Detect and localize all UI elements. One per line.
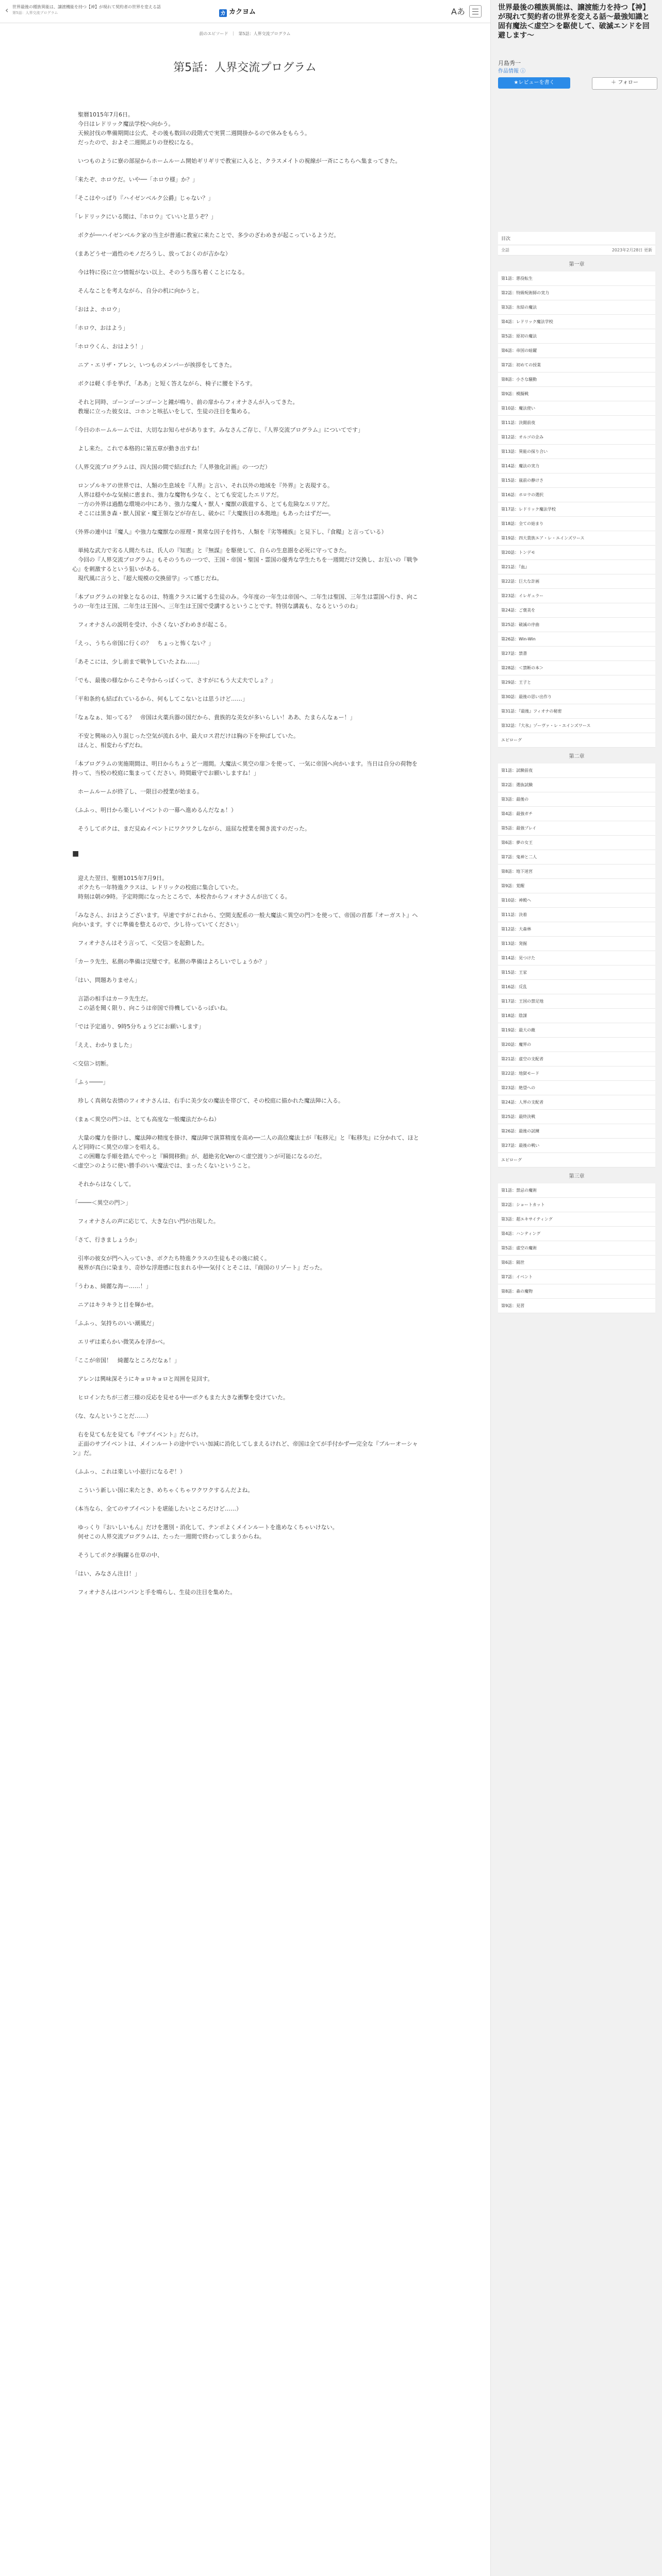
toc-episode-link[interactable]: 第8話：地下迷宮 [498,865,655,879]
paragraph [72,796,423,806]
toc-epilogue-link[interactable]: エピローグ [498,1153,655,1167]
paragraph [72,1124,423,1133]
paragraph [72,1384,423,1393]
paragraph [72,416,423,426]
paragraph: そうしてボクが胸躍る仕草の中、 [72,1552,163,1558]
toc-episode-link[interactable]: 第21話：虚空の支配者 [498,1052,655,1066]
prev-episode-link[interactable]: 前のエピソード [199,31,228,36]
current-episode-label: 第5話：人界交流プログラム [238,31,291,36]
paragraph [72,648,423,657]
toc-episode-link[interactable]: 第17話：レドリック魔法学校 [498,502,655,517]
paragraph: 今回の『人界交流プログラム』もそのうちの一つで、王国・帝国・聖国・霊国の優秀な学生たちを一週間だけ交換し、お互いの『戦争心』を刺激するという狙いがある。 [72,556,418,572]
toc-episode-link[interactable]: 第24話：人界の支配者 [498,1095,655,1110]
paragraph: 聖暦1015年7月6日。 [72,111,134,118]
paragraph [72,902,423,911]
paragraph: 何せこの人界交流プログラムは、たった一週間で終わってしまうからね。 [72,1533,265,1540]
paragraph: だったので、およそ二週間ぶりの登校になる。 [72,139,197,146]
paragraph: 教壇に立った彼女は、コホンと咳払いをして、生徒の注目を集める。 [72,408,254,415]
paragraph [72,667,423,676]
toc-episode-link[interactable]: 第30話：最後の思い出作り [498,690,655,704]
toc-episode-link[interactable]: 第26話：Win-Win [498,632,655,647]
paragraph: 「さて、行きましょうか」 [72,1236,140,1243]
toc-episode-link[interactable]: 第16話：反乱 [498,980,655,994]
toc-episode-link[interactable]: 第12話：大森林 [498,922,655,937]
paragraph [72,929,423,939]
paragraph [72,296,423,305]
paragraph [72,1514,423,1523]
paragraph: 「カーラ先生、私側の準備は完璧です。私側の準備はよろしいでしょうか？」 [72,958,271,965]
paragraph: 「本プログラムの実施期間は、明日からちょうど一週間。大魔法＜異空の扉＞を使って、一気に帝国へ向かいます。当日は自分の荷物を持って、当校の校庭に集まってください。時間厳守でお願いしますね！」 [72,760,418,776]
toc-episode-link[interactable]: 第5話：原初の魔法 [498,329,655,344]
paragraph: 「────＜異空の門＞」 [72,1199,131,1206]
paragraph [72,722,423,732]
toc-episode-link[interactable]: 第11話：決闘前夜 [498,416,655,430]
toc-episode-link[interactable]: 第22話：巨大な計画 [498,574,655,589]
menu-icon[interactable] [469,5,482,18]
logo-text: カクヨム [229,8,256,16]
follow-button[interactable]: ＋ フォロー [592,77,657,90]
paragraph [72,166,423,175]
paragraph: 「本プログラムの対象となるのは、特進クラスに属する生徒のみ。今年度の一年生は帝国へ、二年生は聖国、三年生は霊国へ行き、向こうの一年生は王国、二年生は王国へ、三年生は王国で受講するということです。特別な講義も、なるというのね」 [72,594,418,609]
toc-episode-link[interactable]: 第12話：オルゴの企み [498,430,655,445]
paragraph: 今は特に役に立つ情報がない以上、そのうち落ち着くことになる。 [72,269,248,276]
write-review-button[interactable]: ★レビューを書く [498,77,570,89]
paragraph [72,351,423,361]
paragraph: この話を聞く限り、向こうは帝国で待機しているっぽいね。 [72,1005,231,1011]
toc-episode-link[interactable]: 第7話：初めての授業 [498,358,655,372]
paragraph: 「なぁなぁ、知ってる？ 帝国は火薬兵器の国だから、貴族的な美女が多いらしい！ああ、たまらんなぁー！」 [72,714,356,721]
paragraph: （ふふっ、明日から楽しいイベントの一幕へ進めるんだなぁ！） [72,807,237,814]
paragraph: 「でも、最後の様なからこそ今からっぽくって、さすがにもう大丈夫でしょ？」 [72,677,276,684]
paragraph [72,259,423,268]
toc-episode-link[interactable]: 第16話：ホロウの選択 [498,488,655,502]
paragraph [72,1171,423,1180]
paragraph [72,750,423,759]
toc-episode-link[interactable]: 第2話：特級呪術師の実力 [498,286,655,300]
toc-episode-link[interactable]: 第19話：四大貴族エア・レ・エインズワース [498,531,655,546]
toc-episode-link[interactable]: 第7話：イベント [498,1270,655,1284]
paragraph [72,1310,423,1319]
toc-episode-link[interactable]: 第1話：試験前夜 [498,764,655,778]
toc-episode-link[interactable]: 第1話：禁忌の魔術 [498,1183,655,1198]
paragraph: 珍しく真剣な表情のフィオナさんは、右手に美少女の魔法を帯びて、その校庭に描かれた魔法陣に入る。 [72,1097,344,1104]
toc-episode-link[interactable]: 第2話：選抜試験 [498,778,655,792]
breadcrumb: 前のエピソード ｜ 第5話：人界交流プログラム [199,31,291,36]
paragraph: 現代風に言うと、『超大規模の交換留学』って感じだね。 [72,575,223,582]
paragraph: アレンは興味深そうにキョロキョロと周囲を見回す。 [72,1376,213,1382]
paragraph: 「ホロウくん、おはよう！」 [72,343,146,350]
paragraph [72,704,423,713]
paragraph: フィオナさんの説明を受け、小さくないざわめきが起こる。 [72,621,230,628]
paragraph: 「ふぅ────」 [72,1079,109,1086]
paragraph [72,1245,423,1254]
paragraph: それからはなくして。 [72,1181,135,1188]
paragraph [72,1031,423,1041]
toc-epilogue-link[interactable]: エピローグ [498,733,655,748]
paragraph [72,147,423,157]
paragraph: 正面のサブイベントは、メインルートの途中でいい加減に消化してしまえるけれど、帝国は全てが手付かず──完全な『ブルーオーシャン』だ。 [72,1440,418,1456]
toc-episode-link[interactable]: 第15話：王家 [498,965,655,980]
logo-icon: カ [220,10,226,16]
toc-episode-link[interactable]: 第9話：覚醒 [498,879,655,893]
episode-title: 第5話：人界交流プログラム [173,61,317,74]
toc-episode-link[interactable]: 第25話：破滅の序曲 [498,618,655,632]
paragraph: （人界交流プログラムは、四大国の間で結ばれた『人界強化計画』の一つだ） [72,464,271,470]
paragraph: 「はい、問題ありません」 [72,977,140,984]
toc-episode-link[interactable]: 第23話：イレギュラー [498,589,655,603]
paragraph: 人界は穏やかな気候に恵まれ、強力な魔物も少なく、とても安定したエリアだ。 [72,492,283,498]
toc-episode-link[interactable]: 第3話：最後の [498,792,655,807]
paragraph: 右を見ても左を見ても『サブイベント』だらけ。 [72,1431,202,1438]
toc-episode-link[interactable]: 第19話：最大の敵 [498,1023,655,1038]
paragraph [72,240,423,249]
paragraph [72,1421,423,1430]
paragraph [72,948,423,957]
work-info-link[interactable]: 作品情報 ⓘ [498,69,526,74]
toc-episode-link[interactable]: 第11話：決着 [498,908,655,922]
toc-episode-link[interactable]: 第4話：レドリック魔法学校 [498,315,655,329]
paragraph [72,1273,423,1282]
paragraph [72,1106,423,1115]
paragraph [72,583,423,592]
toc-episode-link[interactable]: 第9話：見習 [498,1299,655,1313]
paragraph [72,388,423,398]
paragraph [72,1189,423,1198]
paragraph: 今日はレドリック魔法学校へ向かう。 [72,121,174,127]
paragraph [72,1050,423,1059]
toc-episode-link[interactable]: 第3話：氷結の魔法 [498,300,655,315]
paragraph [72,518,423,528]
paragraph: 「あそこには、少し前まで戦争していたよね……」 [72,658,203,665]
toc-episode-link[interactable]: 第14話：魔法の実力 [498,459,655,473]
paragraph: 不安と興味の入り混じった空気が流れる中、最大ロス君だけは胸の下を伸ばしていた。 [72,733,299,739]
paragraph: よし来た。これで本格的に第五章が動き出すね！ [72,445,203,452]
paragraph [72,985,423,994]
paragraph: ボクたち一年特進クラスは、レドリックの校庭に集合していた。 [72,884,242,891]
paragraph [72,1328,423,1337]
toc-episode-link[interactable]: 第23話：絶望への [498,1081,655,1095]
paragraph: いつものように寮の部屋からホームルーム開始ギリギリで教室に入ると、クラスメイトの視線が一斉にこちらへ集まってきた。 [72,158,401,164]
back-arrow-icon[interactable]: ‹ [5,5,9,15]
paragraph: 「はい、みなさん注目！」 [72,1570,140,1577]
paragraph [72,1365,423,1375]
toc-episode-link[interactable]: 第28話：＜禁断の本＞ [498,661,655,675]
paragraph: 大量の魔力を掛けし、魔法陣の精度を掛け、魔法陣で演算精度を高め──二人の高位魔法士が『転移元』と『転移先』に分かれて、ほとんど同時に＜異空の扉＞を唱える。 [72,1134,419,1150]
paragraph: （外界の連中は『魔人』や強力な魔獣なの原理・異常な因子を持ち、人類を『劣等種族』と見下し、『食糧』と言っている） [72,529,387,535]
toc-meta [498,245,655,256]
toc-episode-link[interactable]: 第26話：最後の試練 [498,1124,655,1139]
paragraph: ゆっくり『おいしいもん』だけを選別・消化して、テンポよくメインルートを進めなくちゃいけない。 [72,1524,338,1531]
toc-heading: 目次 [498,232,655,245]
toc-episode-link[interactable]: 第13話：異能の探り合い [498,445,655,459]
paragraph [72,967,423,976]
paragraph: ホームルームが終了し、一限目の授業が始まる。 [72,788,203,795]
paragraph: （まぁ＜異空の門＞は、とても高度な一般魔法だからね） [72,1116,220,1123]
paragraph [72,685,423,694]
toc-episode-link[interactable]: 第7話：鬼神と二人 [498,850,655,865]
paragraph: 視界が真白に染まり、奇妙な浮遊感に包まれる中──気付くとそこは、『商国のリゾート』だった。 [72,1264,326,1271]
paragraph [72,472,423,481]
toc-episode-link[interactable]: 第17話：王国の禁足地 [498,994,655,1009]
chapter-heading: 第二章 [498,748,655,764]
chapter-heading: 第一章 [498,256,655,272]
toc-episode-link[interactable]: 第21話：『血』 [498,560,655,574]
paragraph [72,184,423,194]
paragraph: 「来たぞ、ホロウだ。いや──「ホロウ様」か？」 [72,176,198,183]
paragraph: ボクは軽く手を挙げ、「ああ」と短く答えながら、椅子に腰を下ろす。 [72,380,256,387]
paragraph: それと同時、ゴーンゴーンゴーンと鐘が鳴り、前の扉からフィオナさんが入ってきた。 [72,399,299,405]
chapter-heading: 第三章 [498,1167,655,1183]
paragraph: こういう新しい国に来たとき、めちゃくちゃワクワクするんだよね。 [72,1487,254,1494]
paragraph: （ふふっ、これは楽しい小旅行になるぞ！） [72,1468,186,1475]
toc-episode-link[interactable]: 第18話：陰謀 [498,1009,655,1023]
toc-episode-link[interactable]: 第13話：発掘 [498,937,655,951]
paragraph: 「ここが帝国！ 綺麗なところだなぁ！」 [72,1357,180,1364]
paragraph [72,435,423,444]
paragraph [72,1291,423,1300]
paragraph [72,1458,423,1467]
paragraph: 一方の外界は過酷な環境の中にあり、強力な魔人・獣人・魔獣の跋扈する、とても危険なエリアだ。 [72,501,333,507]
paragraph: 「レドリックにいる間は、『ホロウ』ていいと思うぞ？」 [72,213,217,220]
toc-episode-link[interactable]: 第10話：神殿へ [498,893,655,908]
toc-episode-link[interactable]: 第6話：帝国の暗躍 [498,344,655,358]
paragraph [72,1560,423,1569]
work-title-link[interactable]: 世界最後の種族異能は、譲渡機能を持つ【神】が現れて契約者の世界を変える話 [12,5,161,9]
section-separator: ■ [72,850,79,858]
toc-episode-link[interactable]: 第15話：嵐前の静けさ [498,473,655,488]
paragraph [72,1495,423,1504]
paragraph: そんなことを考えながら、自分の机に向かうと。 [72,287,203,294]
paragraph: ほんと、相変わらずだね。 [72,742,146,749]
paragraph [72,815,423,824]
paragraph [72,630,423,639]
toc-episode-link[interactable]: 第4話：ハンティング [498,1227,655,1241]
paragraph: 迎えた翌日、聖暦1015年7月9日。 [72,875,168,882]
paragraph: 「ふふっ、気持ちのいい潮風だ」 [72,1320,157,1327]
paragraph: ヒロインたちが三者三様の反応を見せる中──ボクもまた大きな衝撃を受けていた。 [72,1394,289,1401]
paragraph: （まあどうせ一過性のモノだろうし、放っておくのが吉かな） [72,250,231,257]
paragraph: 引率の彼女が門へ入っていき、ボクたち特進クラスの生徒もその後に続く。 [72,1255,271,1262]
paragraph [72,277,423,286]
paragraph [72,1347,423,1356]
paragraph: ニア・エリザ・アレン、いつものメンバーが挨拶をしてきた。 [72,362,236,368]
table-of-contents [498,232,655,1313]
toc-episode-link[interactable]: 第31話：『最後』フィオナの秘密 [498,704,655,719]
toc-episode-link[interactable]: 第32話：『大氷』ゾーヴァ・レ・エインズワース [498,719,655,733]
toc-episode-link[interactable]: 第5話：虚空の魔術 [498,1241,655,1256]
paragraph [72,611,423,620]
paragraph: ＜交信＞切断。 [72,1060,112,1067]
sidebar [490,0,662,2576]
toc-episode-link[interactable]: 第2話：ショートカット [498,1198,655,1212]
toc-updated: 2023年2月28日 更新 [611,248,652,252]
episode-body [72,110,423,1597]
paragraph [72,1208,423,1217]
toc-episode-link[interactable]: 第8話：森の魔物 [498,1284,655,1299]
author-name[interactable]: 月島秀一 [498,60,521,66]
paragraph: 「今日のホームルームでは、大切なお知らせがあります。みなさんご存じ、『人界交流プログラム』についてです」 [72,427,363,433]
paragraph [72,1541,423,1551]
paragraph: ニアはキラキラと目を輝かせ。 [72,1301,157,1308]
paragraph: 言語の相手はカーラ先生だ。 [72,995,152,1002]
paragraph [72,537,423,546]
paragraph: ボクが──ハイゼンベルク家の当主が普通に教室に来たことで、多少のざわめきが起こっているようだ。 [72,232,340,239]
toc-count: 全話 [501,248,509,252]
toc-episode-link[interactable]: 第5話：最強プレイ [498,821,655,836]
site-logo[interactable] [219,6,256,17]
toc-episode-link[interactable]: 第20話：魔界の [498,1038,655,1052]
paragraph: フィオナさんはそう言って、＜交信＞を起動した。 [72,940,208,946]
paragraph: 「ええ、わかりました」 [72,1042,135,1048]
paragraph: 「ホロウ、おはよう」 [72,325,129,331]
paragraph [72,370,423,379]
toc-episode-link[interactable]: 第10話：魔法使い [498,401,655,416]
paragraph: 「えっ、うちら帝国に行くの？ ちょっと怖くない？」 [72,640,214,647]
paragraph: ＜虚空＞のように使い勝手のいい魔法では、まったくないということ。 [72,1162,254,1169]
work-title[interactable]: 世界最後の種族異能は、譲渡能力を持つ【神】が現れて契約者の世界を変える話～最強知識と固有魔法＜虚空＞を駆使して、破滅エンドを回避します～ [498,4,650,40]
paragraph: 「平和条約も結ばれているから、何もしてこないとは思うけど……」 [72,696,248,702]
paragraph: エリザは柔らかい微笑みを浮かべ。 [72,1338,169,1345]
text-settings-button[interactable]: Aあ [451,7,465,16]
paragraph [72,1477,423,1486]
paragraph: フィオナさんはパンパンと手を鳴らし、生徒の注目を集めた。 [72,1589,236,1596]
toc-episode-link[interactable]: 第20話：トンデモ [498,546,655,560]
paragraph [72,778,423,787]
paragraph [72,453,423,463]
paragraph: フィオナさんの声に応じて、大きな白い門が出現した。 [72,1218,219,1225]
paragraph [72,1087,423,1096]
toc-episode-link[interactable]: 第27話：禁書 [498,647,655,661]
paragraph [72,222,423,231]
paragraph [72,333,423,342]
paragraph: この困難な手順を踏んでやっと『瞬間移動』が、超絶劣化Verの＜虚空渡り＞が可能になるのだ。 [72,1153,325,1160]
toc-episode-link[interactable]: 第27話：最後の戦い [498,1139,655,1153]
paragraph: 「みなさん、おはようございます。早速ですがこれから、空間支配系の一般大魔法＜異空の門＞を使って、帝国の首都『オーガスト』へ向かいます。すぐに準備を整えるので、少し待っていてください」 [72,912,418,928]
paragraph [72,203,423,212]
episode-subtitle: 第5話：人界交流プログラム [12,11,58,15]
paragraph: 時刻は朝の9時。予定時間になったところで、本校舎からフィオナさんが出てくる。 [72,893,291,900]
paragraph [72,1402,423,1412]
paragraph: そうしてボクは、まだ見ぬイベントにワクワクしながら、退屈な授業を聞き流すのだった。 [72,825,310,832]
toc-episode-link[interactable]: 第1話：悪役転生 [498,272,655,286]
toc-episode-link[interactable]: 第24話：ご褒美を [498,603,655,618]
paragraph: そこには黒き森・獣人国家・魔王領などが存在し、破かに『大魔族目の本拠地』もあったはずだ──。 [72,510,335,517]
paragraph: （本当なら、全てのサブイベントを堪能したいところだけど……） [72,1505,242,1512]
paragraph [72,1069,423,1078]
paragraph: 天候討伐の準備期間は公式、その後も数回の段階式で実質二週間掛かるので休みをもらう。 [72,130,310,137]
toc-episode-link[interactable]: 第4話：最強ガチ [498,807,655,821]
toc-episode-link[interactable]: 第3話：超エキサイティング [498,1212,655,1227]
toc-episode-link[interactable]: 第29話：王子と [498,675,655,690]
paragraph: 「おはよ、ホロウ」 [72,306,123,313]
paragraph: 「うわぁ、綺麗な海ー……！」 [72,1283,152,1290]
paragraph: （な、なんということだ……） [72,1413,152,1419]
toc-episode-link[interactable]: 第22話：地獄モード [498,1066,655,1081]
paragraph [72,1226,423,1235]
paragraph [72,314,423,324]
toc-episode-link[interactable]: 第8話：小さな騒動 [498,372,655,387]
paragraph: 単純な武力で劣る人間たちは、氏人の『知恵』と『無謀』を駆使して、自らの生息圏を必死に守ってきた。 [72,547,350,554]
paragraph [72,1013,423,1022]
paragraph: ロンゾルキアの世界では、人類の生息域を『人界』と言い、それ以外の地域を『外界』と表現する。 [72,482,333,489]
paragraph [72,1579,423,1588]
toc-episode-link[interactable]: 第18話：全ての始まり [498,517,655,531]
toc-episode-link[interactable]: 第25話：最終決戦 [498,1110,655,1124]
paragraph: 「では予定通り、9時5分ちょうどにお願いします」 [72,1023,204,1030]
toc-episode-link[interactable]: 第6話：夢の女王 [498,836,655,850]
paragraph: 「そこはやっぱり『ハイゼンベルク公爵』じゃない？」 [72,195,214,201]
toc-episode-link[interactable]: 第14話：見つけた [498,951,655,965]
toc-episode-link[interactable]: 第6話：隔世 [498,1256,655,1270]
toc-episode-link[interactable]: 第9話：模擬戦 [498,387,655,401]
